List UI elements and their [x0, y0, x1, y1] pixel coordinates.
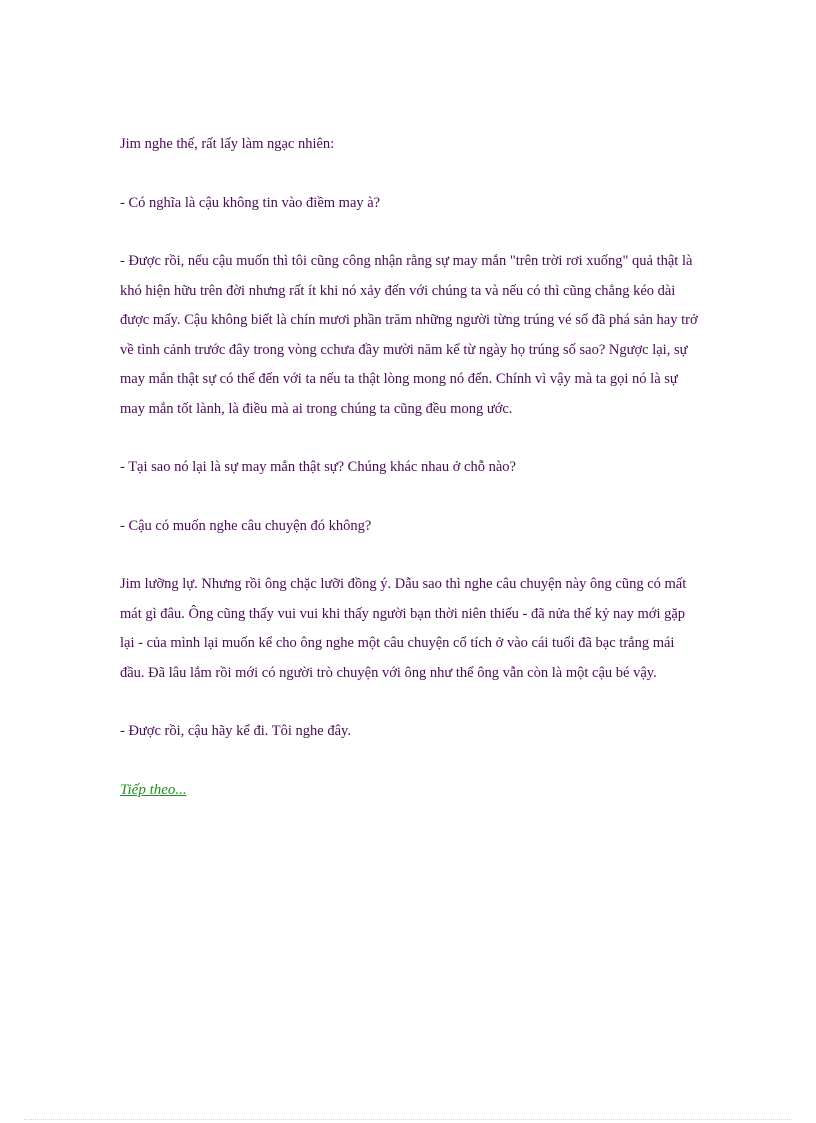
paragraph-3: - Được rồi, nếu cậu muốn thì tôi cũng công nhận rằng sự may mắn "trên trời rơi xuống" quả thật là khó hiện hữu trên đời nhưng rất ít khi nó xảy đến với chúng ta và nếu có thì cũng chẳng kéo dài được mấy. Cậu không biết là chín mươi phần trăm những người từng trúng vé số đã phá sản hay trở về tình cảnh trước đây trong vòng cchưa đầy mười năm kể từ ngày họ trúng số sao? Ngược lại, sự may mắn thật sự có thể đến với ta nếu ta thật lòng mong nó đến. Chính vì vậy mà ta gọi nó là sự may mắn tốt lành, là điều mà ai trong chúng ta cũng đều mong ước. — [120, 253, 698, 417]
next-link-paragraph — [120, 776, 700, 806]
page-bottom-divider — [24, 1119, 792, 1120]
paragraph-1: Jim nghe thế, rất lấy làm ngạc nhiên: — [120, 136, 335, 152]
paragraph-5: - Cậu có muốn nghe câu chuyện đó không? — [120, 517, 372, 534]
story-text — [120, 130, 700, 834]
paragraph-6: Jim lưỡng lự. Nhưng rồi ông chặc lưỡi đồng ý. Dẫu sao thì nghe câu chuyện này ông cũng có mất mát gì đâu. Ông cũng thấy vui vui khi thấy người bạn thời niên thiếu - đã nửa thế kỷ nay mới gặp lại - của mình lại muốn kể cho ông nghe một câu chuyện cổ tích ở vào cái tuổi đã bạc trắng mái đầu. Đã lâu lắm rồi mới có người trò chuyện với ông như thể ông vẫn còn là một cậu bé vậy. — [120, 576, 687, 681]
paragraph-2: - Có nghĩa là cậu không tin vào điềm may à? — [120, 194, 381, 211]
paragraph-4: - Tại sao nó lại là sự may mắn thật sự? Chúng khác nhau ở chỗ nào? — [120, 459, 516, 475]
paragraph-7: - Được rồi, cậu hãy kể đi. Tôi nghe đây. — [120, 723, 351, 739]
next-page-link[interactable]: Tiếp theo... — [120, 781, 187, 798]
